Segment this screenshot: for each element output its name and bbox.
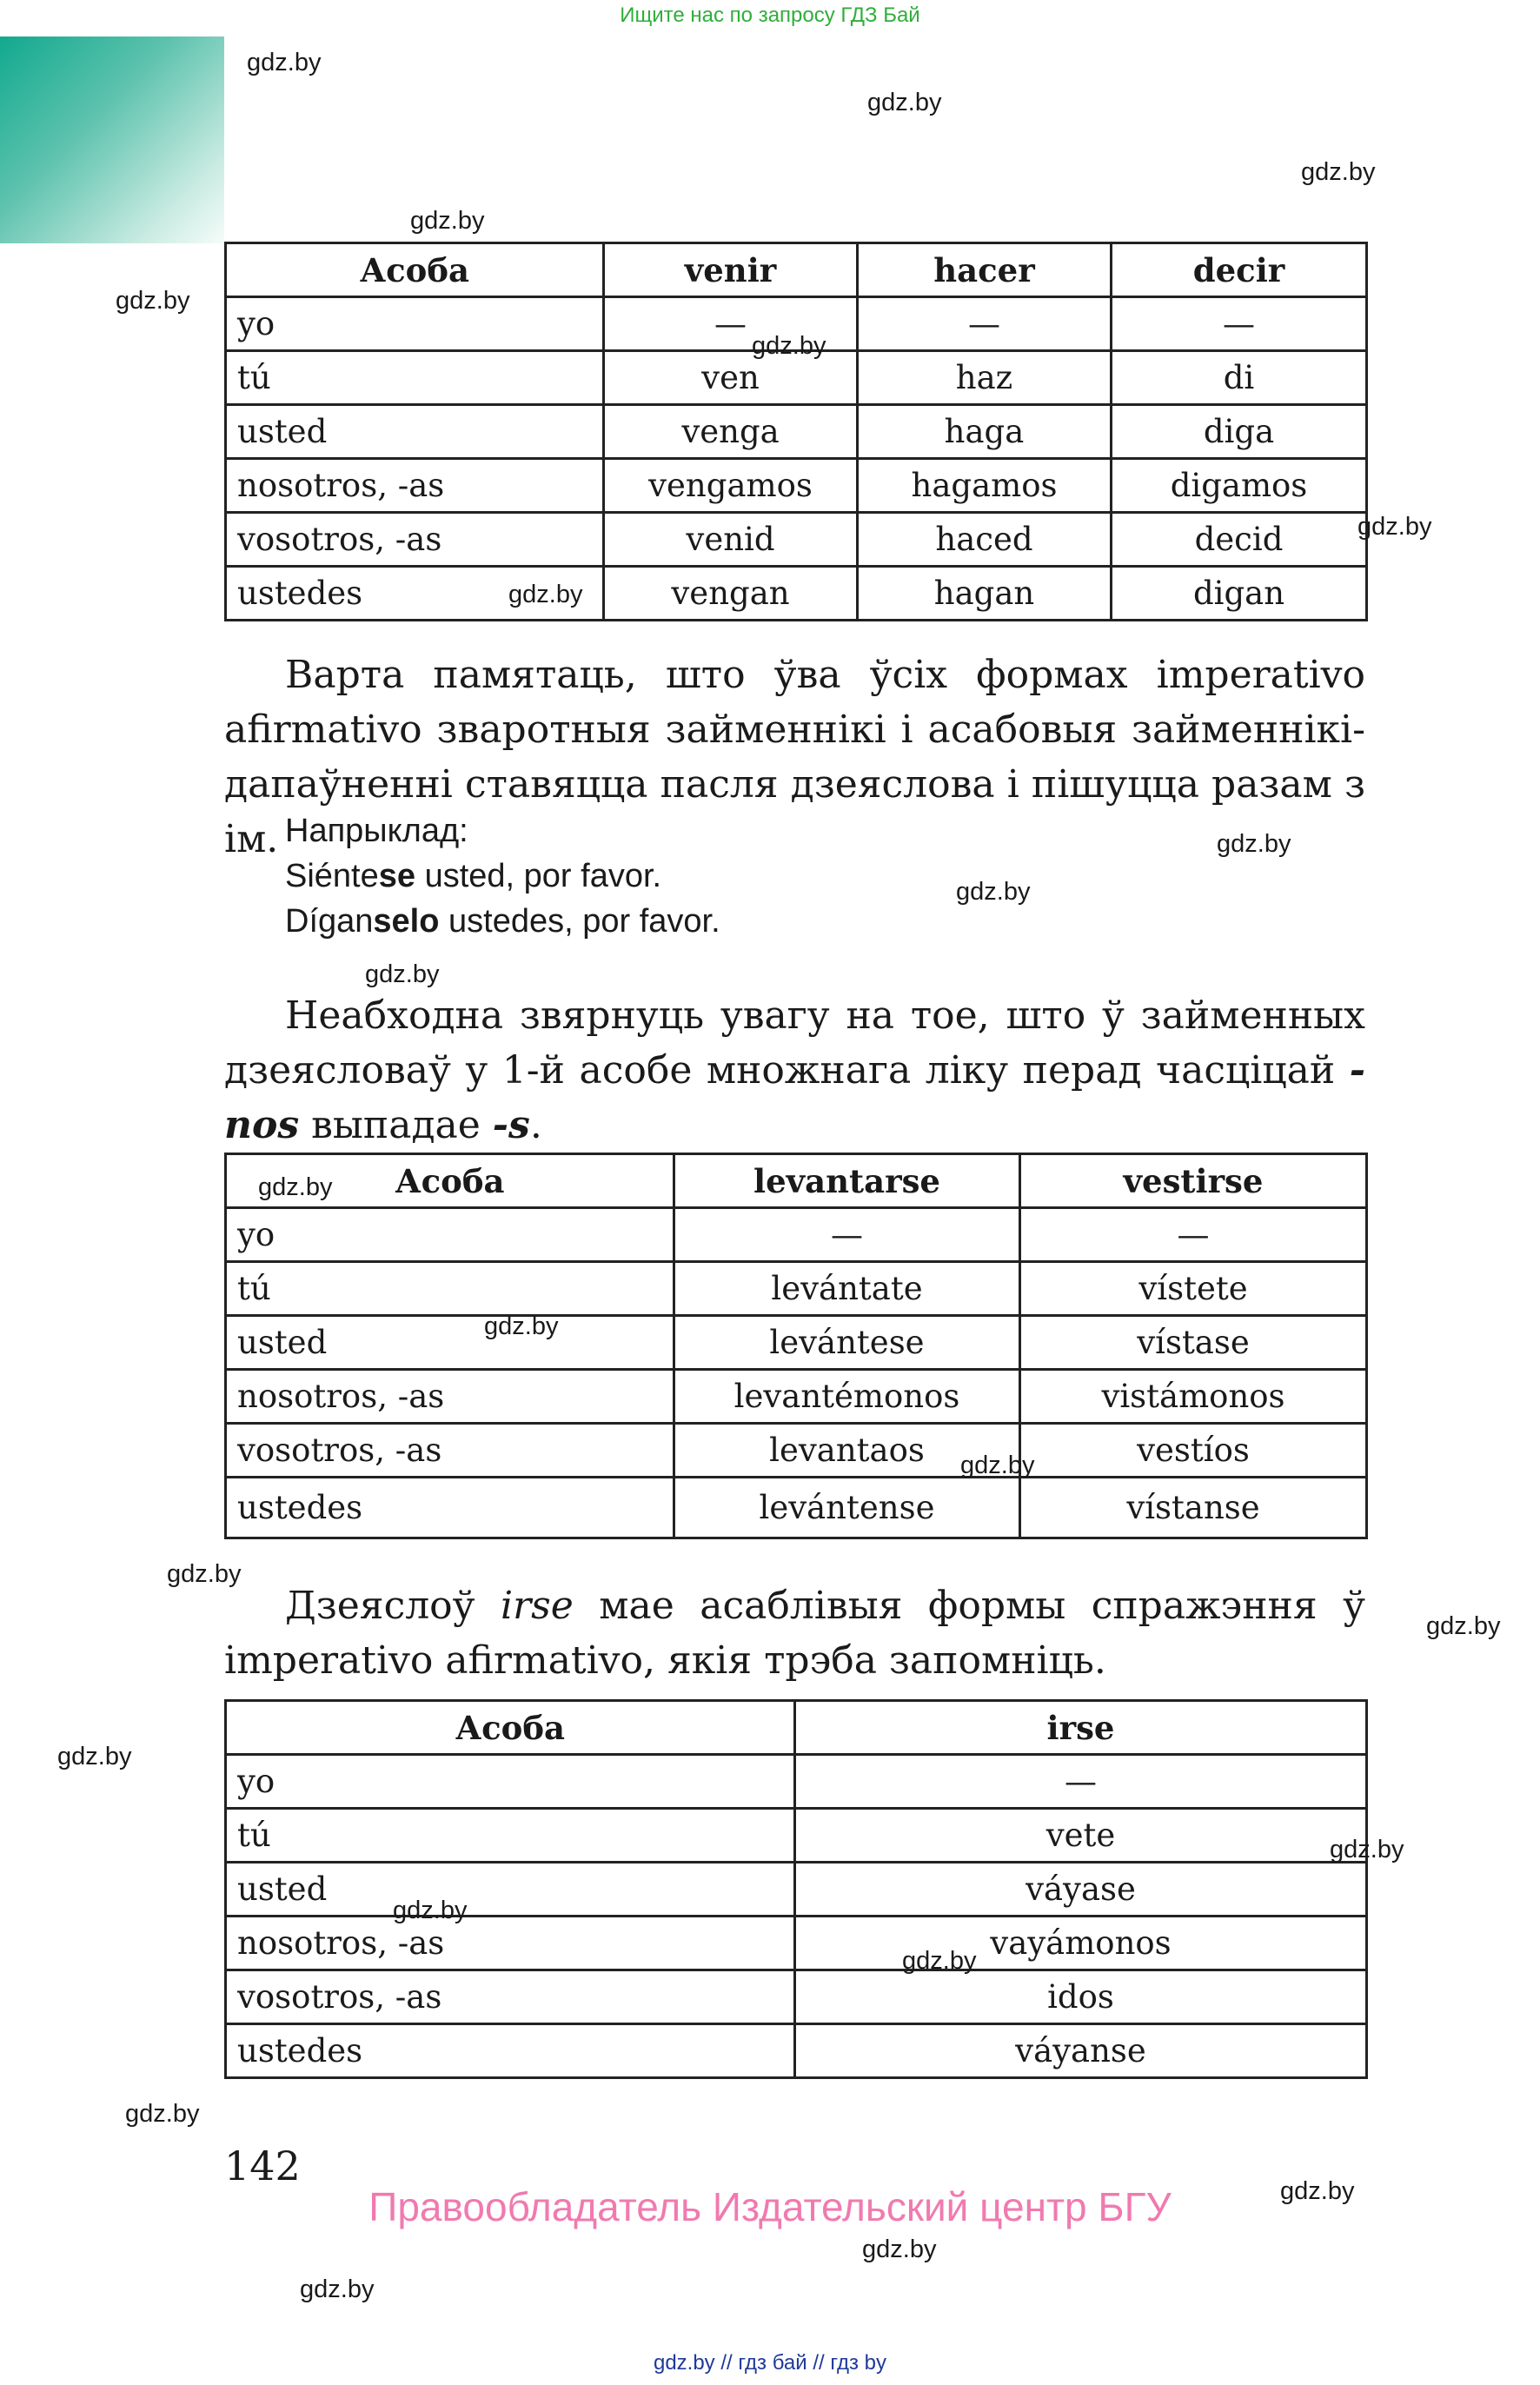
watermark: gdz.by <box>902 1947 977 1975</box>
person-cell: vosotros, -as <box>226 1970 795 2024</box>
table-header-row <box>226 243 1367 297</box>
watermark: gdz.by <box>57 1743 132 1770</box>
verb-form-cell: venid <box>604 513 858 567</box>
table-row <box>226 1208 1367 1262</box>
rule-text: Варта памятаць, што ўва ўсіх формах imperativo afirmativo зваротныя займеннікі і асабовыя займеннікі-дапаўненні ставяцца пасля дзеяслова і пішуцца разам з ім. <box>224 653 1365 861</box>
verb-form-cell: — <box>858 297 1112 351</box>
note-text: Неабходна звярнуць увагу на тое, што ў займенных дзеясловаў у 1-й асобе множнага ліку перад часціцай <box>224 993 1365 1093</box>
person-cell: tú <box>226 1809 795 1863</box>
bottom-links[interactable]: gdz.by // гдз бай // гдз by <box>653 2351 887 2375</box>
table-row <box>226 1262 1367 1316</box>
verb-form-cell: — <box>795 1755 1367 1809</box>
verb-form-cell: digan <box>1112 567 1367 621</box>
note-paragraph <box>224 988 1365 1153</box>
verb-form-cell: — <box>1112 297 1367 351</box>
table-irse <box>224 1699 1368 2079</box>
column-header: irse <box>795 1701 1367 1755</box>
verb-form-cell: di <box>1112 351 1367 405</box>
verb-form-cell: vengamos <box>604 459 858 513</box>
verb-form-cell: vengan <box>604 567 858 621</box>
table-row <box>226 1755 1367 1809</box>
verb-form-cell: haz <box>858 351 1112 405</box>
verb-form-cell: hagamos <box>858 459 1112 513</box>
watermark: gdz.by <box>393 1897 468 1924</box>
table-header-row <box>226 1154 1367 1208</box>
verb-form-cell: levántate <box>674 1262 1020 1316</box>
table-row <box>226 1809 1367 1863</box>
watermark: gdz.by <box>167 1560 242 1588</box>
verb-form-cell: — <box>1020 1208 1367 1262</box>
corner-decoration <box>0 37 224 243</box>
example-line-2 <box>285 899 720 944</box>
person-cell: yo <box>226 1208 674 1262</box>
watermark: gdz.by <box>300 2275 375 2303</box>
verb-form-cell: haced <box>858 513 1112 567</box>
person-cell: yo <box>226 1755 795 1809</box>
watermark: gdz.by <box>1301 158 1376 186</box>
column-header: decir <box>1112 243 1367 297</box>
verb-form-cell: vistámonos <box>1020 1370 1367 1424</box>
person-cell: nosotros, -as <box>226 1917 795 1970</box>
watermark: gdz.by <box>258 1173 333 1201</box>
column-header: hacer <box>858 243 1112 297</box>
copyright-footer: Правообладатель Издательский центр БГУ <box>368 2184 1172 2229</box>
watermark: gdz.by <box>956 878 1031 906</box>
example-text: Dígan <box>285 903 374 940</box>
verb-form-cell: levántense <box>674 1478 1020 1538</box>
person-cell: tú <box>226 351 604 405</box>
watermark: gdz.by <box>125 2100 200 2128</box>
verb-form-cell: vístete <box>1020 1262 1367 1316</box>
verb-form-cell: diga <box>1112 405 1367 459</box>
example-line-1 <box>285 854 661 899</box>
verb-form-cell: digamos <box>1112 459 1367 513</box>
example-text: ustedes, por favor. <box>439 903 720 940</box>
verb-form-cell: vete <box>795 1809 1367 1863</box>
column-header: venir <box>604 243 858 297</box>
verb-form-cell: hagan <box>858 567 1112 621</box>
verb-form-cell: levántese <box>674 1316 1020 1370</box>
example-emphasis: se <box>378 858 416 894</box>
table-header-row <box>226 1701 1367 1755</box>
example-emphasis: selo <box>373 903 440 940</box>
table-row <box>226 1970 1367 2024</box>
person-cell: usted <box>226 405 604 459</box>
verb-form-cell: váyase <box>795 1863 1367 1917</box>
person-cell: yo <box>226 297 604 351</box>
verb-form-cell: váyanse <box>795 2024 1367 2078</box>
watermark: gdz.by <box>1357 513 1432 541</box>
table-row <box>226 1370 1367 1424</box>
letter-s: -s <box>492 1103 530 1147</box>
verb-form-cell: haga <box>858 405 1112 459</box>
table-row <box>226 1316 1367 1370</box>
page-number: 142 <box>224 2143 301 2189</box>
irse-text: мае асаблівыя формы спражэння ў imperativo afirmativo, якія трэба запомніць. <box>224 1584 1365 1683</box>
watermark: gdz.by <box>508 581 583 608</box>
person-cell: usted <box>226 1863 795 1917</box>
watermark: gdz.by <box>1217 830 1291 858</box>
watermark: gdz.by <box>484 1312 559 1340</box>
verb-form-cell: vestíos <box>1020 1424 1367 1478</box>
table-row <box>226 567 1367 621</box>
column-header: levantarse <box>674 1154 1020 1208</box>
watermark: gdz.by <box>862 2236 937 2263</box>
table-venir-hacer-decir <box>224 242 1368 621</box>
person-cell: nosotros, -as <box>226 1370 674 1424</box>
verb-irse: irse <box>501 1584 574 1628</box>
example-text: Siénte <box>285 858 379 894</box>
watermark: gdz.by <box>867 89 942 116</box>
watermark: gdz.by <box>752 332 826 360</box>
irse-paragraph <box>224 1578 1365 1688</box>
verb-form-cell: idos <box>795 1970 1367 2024</box>
column-header: Асоба <box>226 1701 795 1755</box>
column-header: Асоба <box>226 1154 674 1208</box>
particle-nos: -nos <box>224 1048 1365 1147</box>
verb-form-cell: — <box>674 1208 1020 1262</box>
example-text: usted, por favor. <box>415 858 662 894</box>
note-text: . <box>529 1103 542 1147</box>
watermark: gdz.by <box>365 960 440 988</box>
verb-form-cell: venga <box>604 405 858 459</box>
verb-form-cell: levantémonos <box>674 1370 1020 1424</box>
person-cell: ustedes <box>226 2024 795 2078</box>
verb-form-cell: vayámonos <box>795 1917 1367 1970</box>
watermark: gdz.by <box>1330 1836 1404 1863</box>
irse-text: Дзеяслоў <box>285 1584 501 1628</box>
watermark: gdz.by <box>1426 1612 1501 1640</box>
person-cell: ustedes <box>226 1478 674 1538</box>
watermark: gdz.by <box>1280 2177 1355 2205</box>
verb-form-cell: vístase <box>1020 1316 1367 1370</box>
example-label: Напрыклад: <box>285 813 468 849</box>
table-row <box>226 513 1367 567</box>
verb-form-cell: levantaos <box>674 1424 1020 1478</box>
table-row <box>226 1424 1367 1478</box>
table-row <box>226 1478 1367 1538</box>
watermark: gdz.by <box>116 287 190 315</box>
column-header: Асоба <box>226 243 604 297</box>
table-row <box>226 405 1367 459</box>
column-header: vestirse <box>1020 1154 1367 1208</box>
person-cell: ustedes <box>226 567 604 621</box>
verb-form-cell: decid <box>1112 513 1367 567</box>
person-cell: usted <box>226 1316 674 1370</box>
watermark: gdz.by <box>247 49 322 76</box>
verb-form-cell: vístanse <box>1020 1478 1367 1538</box>
person-cell: vosotros, -as <box>226 513 604 567</box>
table-row <box>226 2024 1367 2078</box>
watermark: gdz.by <box>410 207 485 235</box>
top-banner[interactable]: Ищите нас по запросу ГДЗ Бай <box>620 3 920 27</box>
table-levantarse-vestirse <box>224 1153 1368 1539</box>
table-row <box>226 459 1367 513</box>
note-text: выпадае <box>299 1103 493 1147</box>
watermark: gdz.by <box>960 1452 1035 1479</box>
person-cell: vosotros, -as <box>226 1424 674 1478</box>
verb-form-cell: — <box>604 297 858 351</box>
person-cell: tú <box>226 1262 674 1316</box>
verb-form-cell: ven <box>604 351 858 405</box>
person-cell: nosotros, -as <box>226 459 604 513</box>
